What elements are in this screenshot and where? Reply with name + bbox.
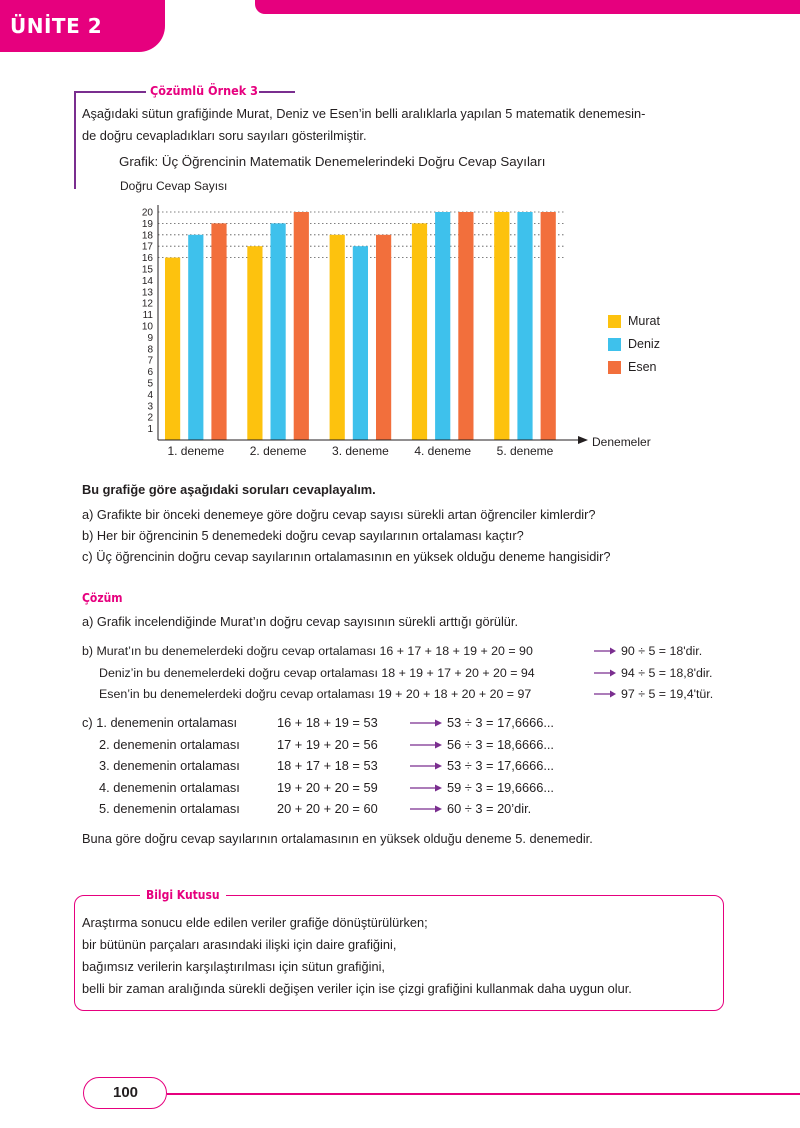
solution-c-row-3-result: 53 ÷ 3 = 17,6666... — [447, 758, 554, 773]
solution-conclusion: Buna göre doğru cevap sayılarının ortalamasının en yüksek olduğu deneme 5. denemedir. — [82, 831, 593, 846]
bar-esen — [458, 212, 473, 440]
y-tick-label: 14 — [141, 275, 153, 287]
arrow-icon — [410, 761, 442, 771]
legend-swatch-esen — [608, 361, 621, 374]
x-category-label: 4. deneme — [414, 444, 472, 458]
y-tick-label: 7 — [147, 355, 153, 367]
arrow-icon — [594, 689, 616, 699]
x-category-label: 3. deneme — [332, 444, 389, 458]
x-category-label: 1. deneme — [167, 444, 225, 458]
solution-c-row-2-label: 2. denemenin ortalaması — [99, 737, 240, 752]
bar-deniz — [271, 223, 286, 440]
solution-c-row-2-result: 56 ÷ 3 = 18,6666... — [447, 737, 554, 752]
solution-c-row-5-sum: 20 + 20 + 20 = 60 — [277, 801, 378, 816]
solution-c-row-4-label: 4. denemenin ortalaması — [99, 780, 240, 795]
solution-c-row-4-result: 59 ÷ 3 = 19,6666... — [447, 780, 554, 795]
bar-deniz — [188, 235, 203, 440]
y-tick-label: 2 — [147, 412, 153, 424]
question-a: a) Grafikte bir önceki denemeye göre doğru cevap sayısı sürekli artan öğrenciler kimlerdir? — [82, 507, 596, 522]
solution-c-row-1-sum: 16 + 18 + 19 = 53 — [277, 715, 378, 730]
arrow-icon — [594, 668, 616, 678]
y-tick-label: 10 — [141, 321, 153, 333]
arrow-icon — [410, 718, 442, 728]
solution-c-row-3-label: 3. denemenin ortalaması — [99, 758, 240, 773]
info-box-tag: Bilgi Kutusu — [146, 888, 220, 902]
y-tick-label: 13 — [141, 287, 153, 299]
y-tick-label: 4 — [147, 389, 153, 401]
arrow-icon — [410, 740, 442, 750]
y-tick-label: 6 — [147, 367, 153, 379]
bar-chart — [110, 195, 600, 465]
intro-line-1: Aşağıdaki sütun grafiğinde Murat, Deniz ve Esen’in belli aralıklarla yapılan 5 matematik denemesin- — [82, 106, 646, 121]
bar-esen — [376, 235, 391, 440]
solution-b-row-1-right: 90 ÷ 5 = 18'dir. — [621, 644, 703, 658]
unit-tab — [0, 0, 165, 52]
footer-line — [167, 1093, 800, 1095]
questions-intro: Bu grafiğe göre aşağıdaki soruları cevaplayalım. — [82, 482, 376, 497]
y-tick-label: 9 — [147, 332, 153, 344]
info-box-tag-wrapper — [140, 887, 226, 902]
y-tick-label: 18 — [141, 230, 153, 242]
info-box-line-4: belli bir zaman aralığında sürekli değişen veriler için ise çizgi grafiğini kullanmak daha uygun olur. — [82, 981, 632, 996]
legend-swatch-murat — [608, 315, 621, 328]
solution-b-row-3-right: 97 ÷ 5 = 19,4'tür. — [621, 687, 714, 701]
y-tick-label: 17 — [141, 241, 153, 253]
x-category-label: 5. deneme — [496, 444, 554, 458]
solution-b-row-2-left: Deniz’in bu denemelerdeki doğru cevap ortalaması 18 + 19 + 17 + 20 + 20 = 94 — [99, 666, 535, 680]
y-tick-label: 8 — [147, 344, 153, 356]
solution-c-row-2-sum: 17 + 19 + 20 = 56 — [277, 737, 378, 752]
solution-a: a) Grafik incelendiğinde Murat’ın doğru cevap sayısının sürekli arttığı görülür. — [82, 614, 519, 629]
y-tick-label: 15 — [141, 264, 153, 276]
solution-b-row-3-left: Esen’in bu denemelerdeki doğru cevap ortalaması 19 + 20 + 18 + 20 + 20 = 97 — [99, 687, 532, 701]
info-box-line-2: bir bütünün parçaları arasındaki ilişki için daire grafiğini, — [82, 937, 397, 952]
example-tag-line-left — [74, 91, 146, 93]
legend-label-murat: Murat — [628, 314, 660, 328]
bar-esen — [541, 212, 556, 440]
chart-y-label: Doğru Cevap Sayısı — [120, 179, 228, 193]
solution-c-row-4-sum: 19 + 20 + 20 = 59 — [277, 780, 378, 795]
page-number: 100 — [113, 1084, 139, 1101]
bar-esen — [294, 212, 309, 440]
y-tick-label: 12 — [141, 298, 153, 310]
y-tick-label: 20 — [141, 207, 153, 219]
bar-esen — [211, 223, 226, 440]
bar-murat — [412, 223, 427, 440]
legend-swatch-deniz — [608, 338, 621, 351]
solution-c-row-3-sum: 18 + 17 + 18 = 53 — [277, 758, 378, 773]
solution-tag: Çözüm — [82, 591, 123, 605]
y-tick-label: 19 — [141, 218, 153, 230]
bar-murat — [165, 258, 180, 440]
chart-x-label: Denemeler — [592, 435, 651, 449]
legend-label-esen: Esen — [628, 360, 657, 374]
example-tag: Çözümlü Örnek 3 — [150, 83, 258, 98]
question-b: b) Her bir öğrencinin 5 denemedeki doğru cevap sayılarının ortalaması kaçtır? — [82, 528, 524, 543]
x-category-label: 2. deneme — [249, 444, 307, 458]
info-box-line-3: bağımsız verilerin karşılaştırılması için sütun grafiğini, — [82, 959, 385, 974]
y-tick-label: 11 — [142, 310, 153, 322]
header-bar — [255, 0, 800, 14]
arrow-icon — [594, 646, 616, 656]
arrow-icon — [410, 783, 442, 793]
bar-deniz — [353, 246, 368, 440]
y-tick-label: 3 — [147, 401, 153, 413]
chart-title: Grafik: Üç Öğrencinin Matematik Denemelerindeki Doğru Cevap Sayıları — [119, 154, 546, 169]
bar-murat — [247, 246, 262, 440]
legend-item-murat — [608, 313, 660, 329]
bar-deniz — [435, 212, 450, 440]
y-tick-label: 1 — [147, 424, 153, 436]
arrow-icon — [410, 804, 442, 814]
intro-line-2: de doğru cevapladıkları soru sayıları gösterilmiştir. — [82, 128, 367, 143]
solution-c-row-5-label: 5. denemenin ortalaması — [99, 801, 240, 816]
solution-b-row-2-right: 94 ÷ 5 = 18,8'dir. — [621, 666, 713, 680]
example-tag-line-right — [259, 91, 295, 93]
bar-murat — [330, 235, 345, 440]
legend-item-esen — [608, 359, 657, 375]
question-c: c) Üç öğrencinin doğru cevap sayılarının ortalamasının en yüksek olduğu deneme hangisidir? — [82, 549, 611, 564]
solution-c-row-1-result: 53 ÷ 3 = 17,6666... — [447, 715, 554, 730]
legend-label-deniz: Deniz — [628, 337, 660, 351]
unit-label: ÜNİTE 2 — [10, 14, 103, 38]
solution-c-row-5-result: 60 ÷ 3 = 20’dir. — [447, 801, 532, 816]
bar-deniz — [517, 212, 532, 440]
legend-item-deniz — [608, 336, 660, 352]
solution-b-row-1-left: b) Murat’ın bu denemelerdeki doğru cevap ortalaması 16 + 17 + 18 + 19 + 20 = 90 — [82, 644, 533, 658]
y-tick-label: 16 — [141, 253, 153, 265]
solution-c-row-1-label: c) 1. denemenin ortalaması — [82, 715, 238, 730]
y-tick-label: 5 — [147, 378, 153, 390]
info-box-line-1: Araştırma sonucu elde edilen veriler grafiğe dönüştürülürken; — [82, 915, 428, 930]
x-axis-arrow-icon — [578, 436, 588, 444]
bar-murat — [494, 212, 509, 440]
example-vertical-line — [74, 91, 76, 189]
